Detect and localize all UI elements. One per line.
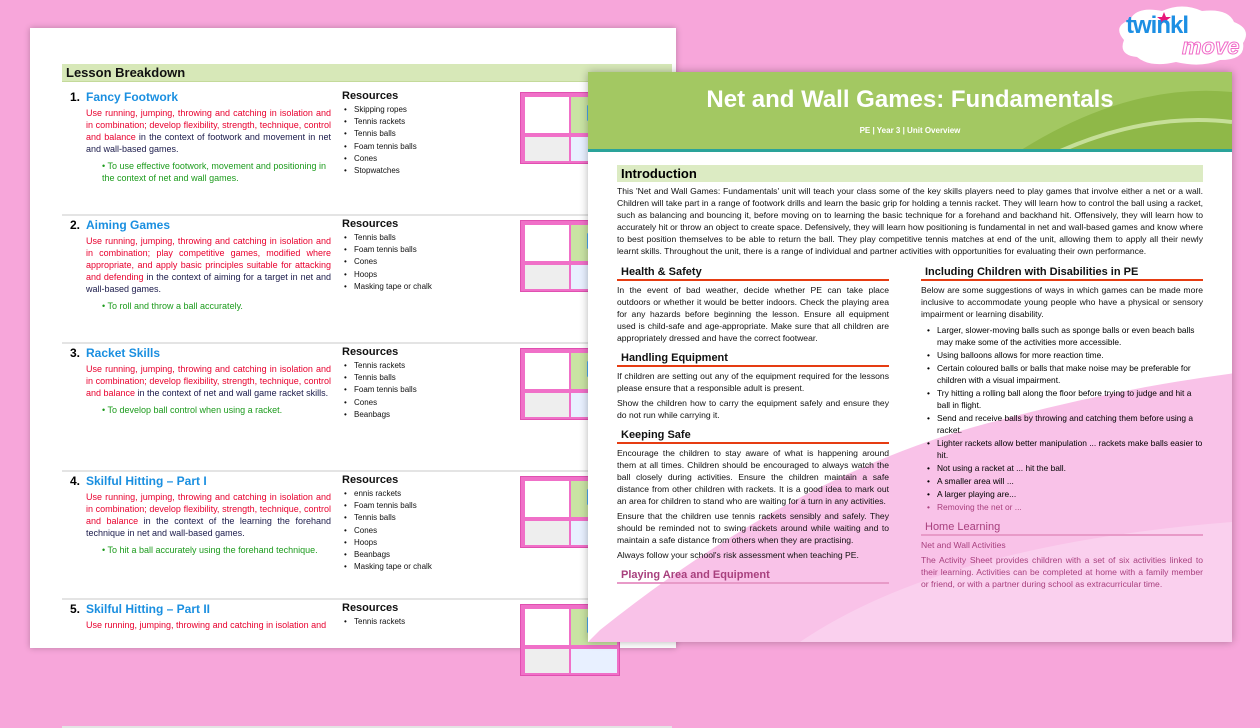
health-safety-text: In the event of bad weather, decide whether PE can take place outdoors or whether it would be better indoors. Check the playing area for any hazards before beginning the lesson. Ensure all equipment used is child-safe and age-appropriate. Make sure that all children are appropriately dressed and have the correct footwear. [617,285,889,343]
curriculum-objective: Use running, jumping, throwing and catching in isolation and in combination; develop flexibility, strength, technique, control and balance [86,364,331,398]
handling-equipment-heading: Handling Equipment [617,351,889,367]
home-learning-heading: Home Learning [921,520,1203,536]
lesson-item [62,472,672,600]
inclusion-item: • Lighter rackets allow better manipulation ... rackets make balls easier to hit. [925,437,1203,461]
lesson-number: 5. [70,602,81,616]
lesson-body [86,89,331,184]
resources-list [342,474,482,573]
inclusion-item: • A larger playing are... [925,488,1203,500]
unit-overview-page [588,72,1232,642]
lesson-body [86,473,331,556]
introduction-text: This 'Net and Wall Games: Fundamentals' unit will teach your class some of the key skills players need to play games that involve either a net or a wall. Children will take part in a range of footwork drills and learn the basic grip for holding a tennis racket. They will learn how to control the ball using a racket, such as balancing and bouncing it, before moving on to learning the basic technique for a forehand and backhand hit. Offensively, they will learn how to accurately hit or throw an object to create space. Defensively, they will learn how positioning is fundamental in net and wall-based games and know where to best position themselves to be able to return the ball. They play competitive tennis matches at end of the unit, allowing them to apply all their newly learnt skills. Throughout the unit, there is a range of individual and partner activities with opportunities for evaluating their own performance. [617,186,1203,256]
lesson-context: in the context of the learning the forehand technique in net and wall-based games. [86,516,332,538]
inclusion-item: • Larger, slower-moving balls such as sponge balls or even beach balls may make some of the activities more accessible. [925,324,1203,348]
lesson-context: in the context of aiming for a target in net and wall-based games. [86,272,331,294]
lesson-title: Fancy Footwork [86,90,179,104]
resources-list [342,346,482,421]
resource-item: • Cones [342,525,482,537]
lesson-item [62,88,672,216]
introduction-heading: Introduction [617,165,1203,182]
resource-item: • Cones [342,153,482,165]
playing-area-heading: Playing Area and Equipment [617,568,889,584]
lesson-context: in the context of net and wall game racket skills. [135,388,329,398]
resources-list [342,602,482,628]
inclusion-text: Below are some suggestions of ways in which games can be made more inclusive to accommodate young people who have a physical or sensory impairment or learning disability. [921,285,1203,319]
handling-equipment-text-2: Show the children how to carry the equipment safely and ensure they do not run while carrying it. [617,398,889,420]
overview-columns [617,265,1203,590]
lesson-item [62,344,672,472]
lesson-context: in the context of footwork and movement in net and wall-based games. [86,132,331,154]
resource-item: • Foam tennis balls [342,141,482,153]
resource-item: • Stopwatches [342,165,482,177]
keeping-safe-text-3: Always follow your school's risk assessment when teaching PE. [617,550,859,560]
curriculum-objective: Use running, jumping, throwing and catching in isolation and in combination; develop flexibility, strength, technique, control and balance [86,108,331,142]
resources-heading: Resources [342,474,399,486]
unit-subtitle: PE | Year 3 | Unit Overview [859,126,961,135]
keeping-safe-text-2: Ensure that the children use tennis rackets sensibly and safely. They should be reminded not to swing rackets around while waiting and to maintain a safe distance from others when they are practising. [617,511,889,545]
lesson-number: 4. [70,474,81,488]
curriculum-objective: Use running, jumping, throwing and catching in isolation and in combination; play competitive games, modified where appropriate, and apply basic principles suitable for attacking and defending [86,236,331,282]
resource-item: • Tennis rackets [342,360,482,372]
inclusion-heading: Including Children with Disabilities in PE [921,265,1203,281]
inclusion-item: • Certain coloured balls or balls that make noise may be preferable for children with a visual impairment. [925,362,1203,386]
resource-item: • Foam tennis balls [342,384,482,396]
logo-move-text: move [1182,34,1240,59]
lesson-title: Skilful Hitting – Part I [86,474,207,488]
lesson-body [86,601,331,631]
lesson-breakdown-heading: Lesson Breakdown [62,64,672,82]
resource-item: • Foam tennis balls [342,244,482,256]
resources-list [342,90,482,177]
inclusion-item: • Try hitting a rolling ball along the floor before trying to judge and hit a ball in flight. [925,387,1203,411]
resource-item: • Cones [342,256,482,268]
inclusion-list [921,324,1203,513]
unit-title: Net and Wall Games: Fundamentals [706,86,1114,113]
right-column [921,265,1203,590]
twinkl-move-logo [1112,4,1252,68]
inclusion-item: • Using balloons allows for more reaction time. [925,349,1203,361]
lesson-number: 1. [70,90,81,104]
learning-objective: • To use effective footwork, movement and positioning in the context of net and wall games. [102,160,331,184]
keeping-safe-text-1: Encourage the children to stay aware of what is happening around them at all times. Children should be encouraged to always watch the ball closely during activities. Ensure the children maintain a safe distance from other children with rackets. It is a good idea to mark out an area for children to stand who are waiting for a turn in any activities. [617,448,889,506]
resources-heading: Resources [342,346,399,358]
lesson-description [86,235,331,295]
handling-equipment-text-1: If children are setting out any of the equipment required for the lessons please ensure that a responsible adult is present. [617,371,889,393]
left-column [617,265,889,590]
logo-twinkl-text: twinkl [1126,12,1189,39]
keeping-safe-heading: Keeping Safe [617,428,889,444]
learning-objective: • To roll and throw a ball accurately. [102,300,331,312]
lesson-item [62,216,672,344]
lesson-description [86,491,331,539]
resource-item: • Tennis balls [342,512,482,524]
lesson-number: 2. [70,218,81,232]
resource-item: • Tennis rackets [342,116,482,128]
curriculum-objective: Use running, jumping, throwing and catching in isolation and [86,620,327,630]
resources-heading: Resources [342,602,399,614]
lesson-breakdown-page [30,28,676,648]
lesson-number: 3. [70,346,81,360]
lesson-title: Racket Skills [86,346,161,360]
lesson-description [86,107,331,155]
resource-item: • Beanbags [342,409,482,421]
inclusion-item: • A smaller area will ... [925,475,1203,487]
learning-objective: • To hit a ball accurately using the forehand technique. [102,544,331,556]
lesson-title: Aiming Games [86,218,171,232]
resources-heading: Resources [342,90,399,102]
resource-item: • Tennis balls [342,372,482,384]
resource-item: • Hoops [342,269,482,281]
lesson-title: Skilful Hitting – Part II [86,602,211,616]
resource-item: • Foam tennis balls [342,500,482,512]
resource-item: • Cones [342,397,482,409]
home-learning-text: The Activity Sheet provides children with a set of six activities linked to their learning. Activities can be completed at home with a family member or friend, or with a partner during school as extracurricular time. [921,555,1203,589]
lesson-body [86,217,331,312]
inclusion-item: • Send and receive balls by throwing and catching them before using a racket. [925,412,1203,436]
resource-item: • Tennis balls [342,232,482,244]
resources-heading: Resources [342,218,399,230]
lesson-description [86,363,331,399]
resources-list [342,218,482,293]
resource-item: • Skipping ropes [342,104,482,116]
curriculum-objective: Use running, jumping, throwing and catching in isolation and in combination; develop flexibility, strength, technique, control and balance [86,492,331,526]
resource-item: • Tennis balls [342,128,482,140]
health-safety-heading: Health & Safety [617,265,889,281]
resource-item: • Tennis rackets [342,616,482,628]
resource-item: • Masking tape or chalk [342,281,482,293]
resource-item: • Beanbags [342,549,482,561]
inclusion-item: • Removing the net or ... [925,501,1203,513]
lesson-description [86,619,331,631]
resource-item: • Masking tape or chalk [342,561,482,573]
lesson-item [62,600,672,728]
overview-body [617,165,1203,590]
unit-header [588,72,1232,152]
lesson-body [86,345,331,416]
inclusion-item: • Not using a racket at ... hit the ball. [925,462,1203,474]
resource-item: • Hoops [342,537,482,549]
home-learning-subheading: Net and Wall Activities [921,540,1006,550]
resource-item: • ennis rackets [342,488,482,500]
learning-objective: • To develop ball control when using a racket. [102,404,331,416]
